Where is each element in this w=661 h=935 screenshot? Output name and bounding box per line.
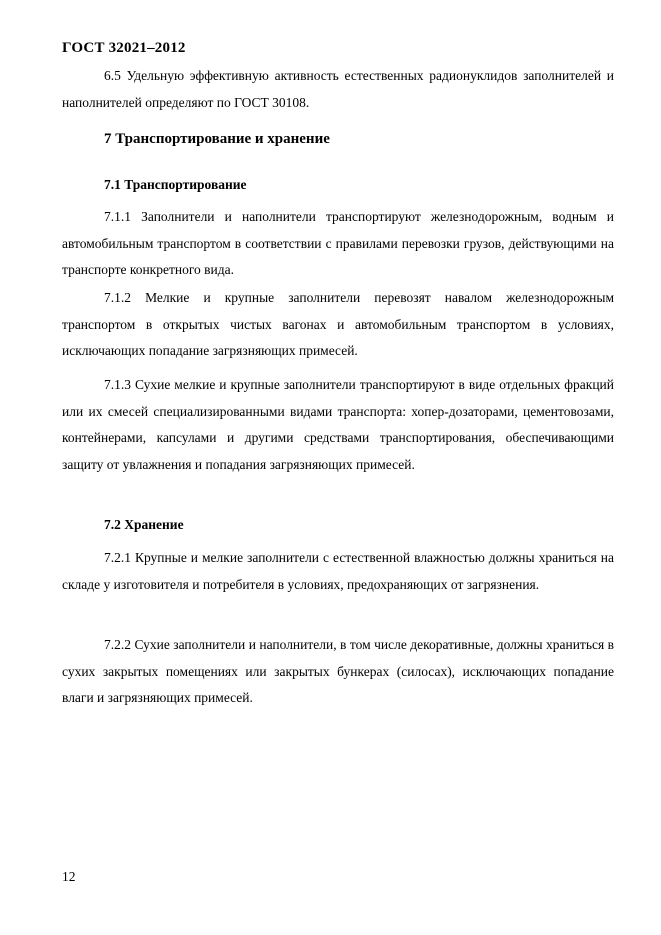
section-7-title: 7 Транспортирование и хранение (104, 131, 330, 147)
paragraph-7-2-1: 7.2.1 Крупные и мелкие заполнители с естественной влажностью должны храниться на складе у изготовителя и потребителя в условиях, предохраняющих от загрязнения. (62, 550, 614, 592)
paragraph-7-2-2: 7.2.2 Сухие заполнители и наполнители, в том числе декоративные, должны храниться в сухих закрытых помещениях или закрытых бункерах (силосах), исключающих попадание влаги и загрязняющих примесей. (62, 637, 614, 705)
paragraph-7-1-2: 7.1.2 Мелкие и крупные заполнители перевозят навалом железнодорожным транспортом в открытых чистых вагонах и автомобильным транспортом в условиях, исключающих попадание загрязняющих примесей. (62, 290, 614, 358)
section-7-1-title: 7.1 Транспортирование (104, 177, 247, 192)
paragraph-6-5: 6.5 Удельную эффективную активность естественных радионуклидов заполнителей и наполнителей определяют по ГОСТ 30108. (62, 68, 614, 110)
section-7-2-title: 7.2 Хранение (104, 517, 184, 532)
page-number: 12 (62, 869, 76, 884)
standard-header: ГОСТ 32021–2012 (62, 40, 186, 56)
paragraph-7-1-1: 7.1.1 Заполнители и наполнители транспортируют железнодорожным, водным и автомобильным транспортом в соответствии с правилами перевозки грузов, действующими на транспорте конкретного вида. (62, 209, 614, 277)
paragraph-7-1-3: 7.1.3 Сухие мелкие и крупные заполнители транспортируют в виде отдельных фракций или их смесей специализированными видами транспорта: хопер-дозаторами, цементовозами, контейнерами, капсулами и другими средствами транспортирования, обеспечивающими защиту от увлажнения и попадания загрязняющих примесей. (62, 377, 614, 472)
